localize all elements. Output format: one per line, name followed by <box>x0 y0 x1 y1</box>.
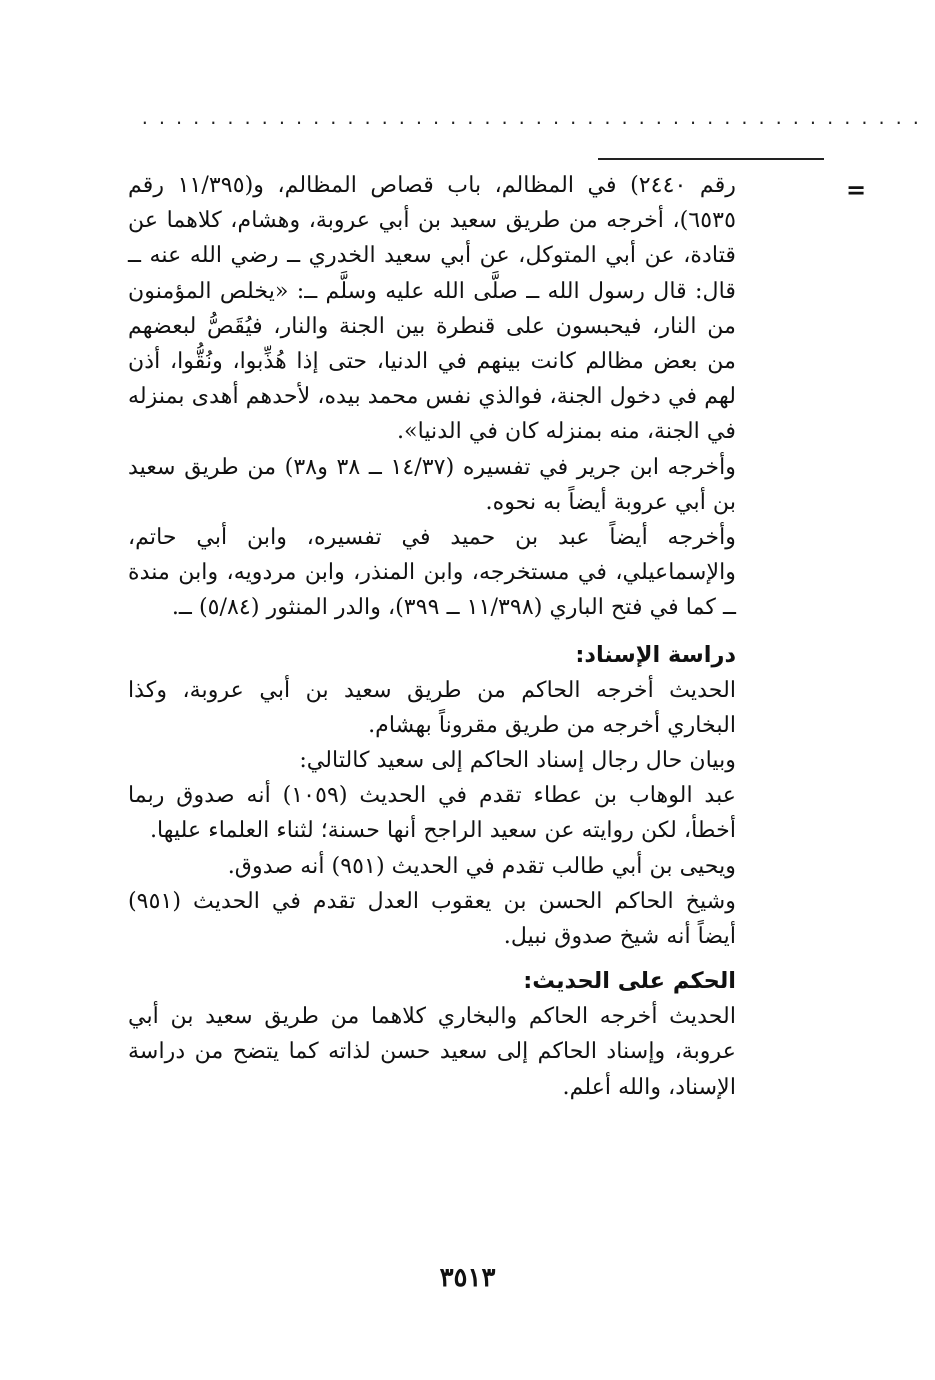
page-number: ٣٥١٣ <box>439 1263 496 1293</box>
isnad-paragraph-2: وبيان حال رجال إسناد الحاكم إلى سعيد كالتالي: <box>299 747 736 774</box>
ruling-heading: الحكم على الحديث: <box>523 968 736 995</box>
separator-dots: .............................................. <box>140 109 929 128</box>
isnad-paragraph-4: ويحيى بن أبي طالب تقدم في الحديث (٩٥١) أنه صدوق. <box>227 852 736 879</box>
isnad-paragraph-1: الحديث أخرجه الحاكم من طريق سعيد بن أبي عروبة، وكذا البخاري أخرجه من طريق مقروناً بهشام. <box>128 676 736 738</box>
isnad-study-heading: دراسة الإسناد: <box>575 641 736 668</box>
footnote-paragraph-3: وأخرجه أيضاً عبد بن حميد في تفسيره، وابن أبي حاتم، والإسماعيلي، في مستخرجه، وابن المنذر، وابن مردويه، وابن مندة ــ كما في فتح الباري (١١/٣٩٨ ــ ٣٩٩)، والدر المنثور (٥/٨٤) ــ. <box>128 524 736 621</box>
footnote-rule <box>598 158 824 160</box>
footnote-paragraph-1: رقم ٢٤٤٠) في المظالم، باب قصاص المظالم، و(١١/٣٩٥ رقم ٦٥٣٥)، أخرجه من طريق سعيد بن أبي عروبة، وهشام، كلاهما عن قتادة، عن أبي المتوكل، عن أبي سعيد الخدري ــ رضي الله عنه ــ قال: قال رسول الله ــ صلَّى الله عليه وسلَّم ــ: «يخلص المؤمنون من النار، فيحبسون على قنطرة بين الجنة والنار، فيُقَصُّ لبعضهم من بعض مظالم كانت بينهم في الدنيا، حتى إذا هُذِّبوا، ونُقُّوا، أذن لهم في دخول الجنة، فوالذي نفس محمد بيده، لأحدهم أهدى بمنزله في الجنة، منه بمنزله كان في الدنيا». <box>128 172 737 445</box>
ruling-paragraph: الحديث أخرجه الحاكم والبخاري كلاهما من طريق سعيد بن أبي عروبة، وإسناد الحاكم إلى سعيد حسن لذاته كما يتضح من دراسة الإسناد، والله أعلم. <box>128 1003 736 1100</box>
isnad-paragraph-3: عبد الوهاب بن عطاء تقدم في الحديث (١٠٥٩) أنه صدوق ربما أخطأ، لكن روايته عن سعيد الراجح أنها حسنة؛ لثناء العلماء عليها. <box>128 782 736 844</box>
isnad-paragraph-5: وشيخ الحاكم الحسن بن يعقوب العدل تقدم في الحديث (٩٥١) أيضاً أنه شيخ صدوق نبيل. <box>128 887 736 950</box>
footnote-paragraph-2: وأخرجه ابن جرير في تفسيره (١٤/٣٧ ــ ٣٨ و٣٨) من طريق سعيد بن أبي عروبة أيضاً به نحوه. <box>128 453 736 515</box>
continuation-mark: = <box>846 176 867 204</box>
page-body <box>128 168 736 1105</box>
